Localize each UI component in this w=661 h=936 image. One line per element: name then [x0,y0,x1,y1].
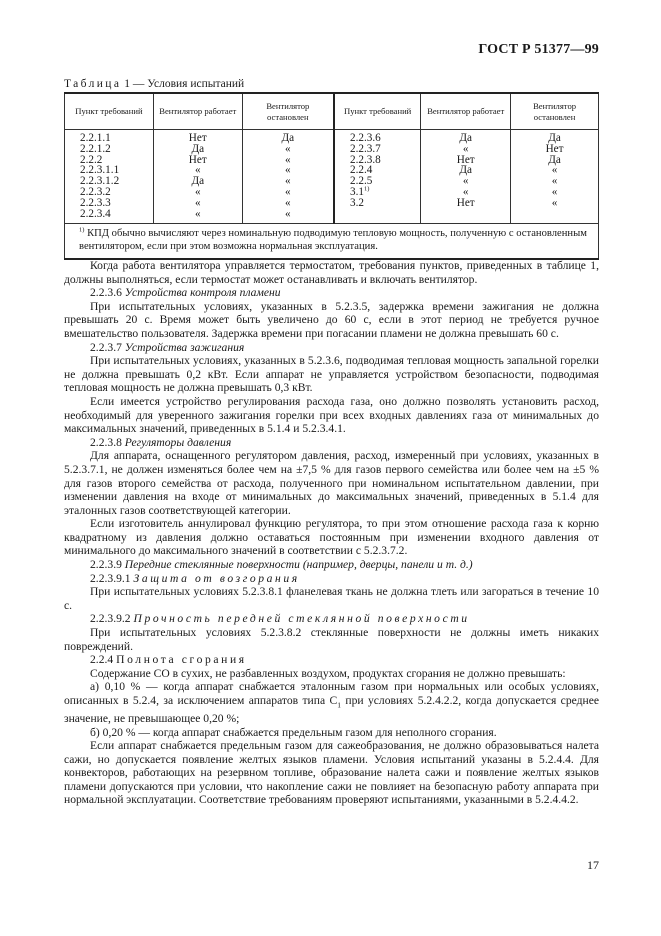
footnote-mark: 1) [79,226,85,234]
paragraph: При испытательных условиях, указанных в 5.2.3.5, задержка времени зажигания не должна превышать 20 с. Время может быть увеличено до 60 с, если в этот период не требуется ручное вмешательство пользователя. Задержка времени при погасании пламени не должна превышать 60 с. [64,299,599,340]
paragraph: Если имеется устройство регулирования расхода газа, оно должно позволять установить расход, необходимый для уверенного зажигания горелки при всех входных давлениях газа от минимальных до максимальных значений, приведенных в 5.1.4 и 5.2.3.4.1. [64,394,599,436]
section-title: Регуляторы давления [124,435,232,449]
table-cell: « [462,142,469,155]
table-cell: 2.2.4 [349,164,373,177]
section-heading [64,572,599,586]
table-cell: Нет [456,153,475,166]
section-heading [64,558,599,572]
subscript: 1 [337,700,341,710]
table-cell: « [551,164,558,177]
paragraph: Если изготовитель аннулировал функцию регулятора, то при этом отношение расхода газа к корню квадратному из давления должно оставаться постоянным при изменении входного давления от минимального до максимального значений в соответствии с 5.2.3.7.2. [64,517,599,558]
table-cell: Да [281,132,295,144]
points-column-right [334,130,421,224]
table-cell: 2.2.3.1.1 [80,164,120,177]
header-fan-on-left: Вентилятор работает [153,93,242,130]
fan-on-column-left [153,130,242,224]
section-title: Защита от возгорания [133,571,300,585]
section-heading [64,653,599,667]
table-cell: « [462,175,469,188]
table-footnote [65,224,599,260]
fan-off-column-right [511,130,599,224]
table-cell: « [551,185,558,198]
table-cell: Нет [188,153,207,166]
table-cell: « [194,196,201,209]
paragraph: Содержание СО в сухих, не разбавленных воздухом, продуктах сгорания не должно превышать: [90,666,566,680]
section-heading [64,612,599,626]
table-cell: 2.2.3.2 [80,185,111,198]
table-cell: « [285,153,291,166]
section-title: Устройства зажигания [124,340,245,354]
section-number: 2.2.3.9 [90,558,125,572]
table-cell: 2.2.3.8 [349,153,381,166]
table-cell: « [285,196,291,209]
header-point-left: Пункт требований [65,93,154,130]
table-body-row [65,130,599,224]
table-cell: « [285,207,291,220]
table-cell: Да [548,153,561,166]
header-point-right: Пункт требований [334,93,421,130]
table-cell: « [194,185,201,198]
section-number: 2.2.3.7 [90,340,125,354]
header-fan-off-left: Вентилятор остановлен [242,93,334,130]
table-cell: « [285,185,291,198]
section-heading [64,286,599,300]
list-item-text: при условиях 5.2.4.2.2, когда допускается среднее значение, не превышающее 0,20 %; [64,694,600,725]
paragraph: При испытательных условиях, указанных в 5.2.3.6, подводимая тепловая мощность запальной горелки не должна превышать 0,2 кВт. Если аппарат не управляется устройством безопасности, подводимая тепловая мощность не должна превышать 0,3 кВт. [64,354,599,395]
section-title: Прочность передней стеклянной поверхности [133,612,470,626]
table-cell: « [285,142,291,155]
list-item-text: а) 0,10 % — когда аппарат снабжается эталонным газом при нормальных или особых условиях, описанных в 5.2.4, за исключением аппаратов типа C [64,680,599,707]
points-column-left [65,130,154,224]
section-number: 2.2.3.9.1 [90,571,134,585]
table-cell: 2.2.3.4 [80,207,111,220]
table-cell: « [194,207,201,220]
paragraph: При испытательных условиях 5.2.3.8.2 стеклянные поверхности не должны иметь никаких повреждений. [64,626,599,653]
table-cell: 2.2.3.1.2 [80,175,120,188]
section-title: Устройства контроля пламени [124,286,281,300]
header-fan-off-right: Вентилятор остановлен [511,93,599,130]
list-item [64,680,599,725]
table-cell: « [285,175,291,188]
table-caption-text: 1 — Условия испытаний [121,78,245,90]
table-cell: 2.2.1.2 [80,142,111,155]
table-cell: Нет [188,132,207,144]
table-caption [64,78,244,90]
table-footnote-row [65,224,599,260]
header-fan-on-right: Вентилятор работает [421,93,511,130]
table-cell: 2.2.3.3 [80,196,111,209]
table-caption-label: Таблица [64,78,122,90]
section-heading [64,436,599,450]
table-cell: Да [191,175,205,188]
table-cell: 3.2 [349,196,364,209]
table-cell: 2.2.5 [349,175,373,188]
paragraph: Когда работа вентилятора управляется термостатом, требования пунктов, приведенных в таблице 1, должны выполняться, если термостат может останавливать и включать вентилятор. [64,259,599,286]
conditions-table [64,92,599,260]
table-cell: « [551,196,558,209]
section-heading [64,341,599,355]
table-cell: Нет [456,196,475,209]
table-cell: Да [191,142,205,155]
table-cell: « [462,185,469,198]
section-number: 2.2.3.8 [90,435,125,449]
footnote-mark: 1) [363,185,370,193]
footnote-text: КПД обычно вычисляют через номинальную подводимую тепловую мощность, полученную с остановленным вентилятором, если при этом возможна нормальная эксплуатация. [79,228,587,253]
table-cell: Нет [545,142,564,155]
table-cell: « [194,164,201,177]
paragraph: Если аппарат снабжается предельным газом для сажеобразования, не должно образовываться налета сажи, но допускается появление желтых языков пламени. Условия испытаний указаны в 5.2.4.4. Для конвекторов, работающих на резервном топливе, образование налета сажи и появление желтых языков пламени допускаются при условии, что накопление сажи не повлияет на безопасную работу аппарата при нормальной эксплуатации. Соответствие требованиям проверяют испытаниями, указанными в 5.2.4.4.2. [64,739,599,807]
paragraph: Для аппарата, оснащенного регулятором давления, расход, измеренный при условиях, указанных в 5.2.3.7.1, не должен изменяться более чем на ±7,5 % для газов первого семейства или более чем на ±5 % для газов второго семейства от расхода, полученного при номинальном испытательном давлении, при изменении давления на входе от минимальных до максимальных значений, приведенных в 5.1.4 для эталонных газов соответствующей категории. [64,449,599,517]
table-cell: Да [548,132,561,144]
table-cell-text: 3.1 [349,185,364,198]
table-cell: Да [459,132,473,144]
section-number: 2.2.4 [90,653,117,667]
section-title: Передние стеклянные поверхности (например, дверцы, панели и т. д.) [124,558,473,572]
section-number: 2.2.3.6 [90,286,125,300]
table-cell: 2.2.1.1 [80,132,111,144]
body-text [64,259,599,807]
table-cell: 2.2.3.6 [349,132,381,144]
paragraph: При испытательных условиях 5.2.3.8.1 фланелевая ткань не должна тлеть или загораться в течение 10 с. [64,585,599,612]
table-cell: 2.2.3.7 [349,142,381,155]
table-cell: « [551,175,558,188]
table-cell: « [285,164,291,177]
fan-on-column-right [421,130,511,224]
page-number: 17 [587,858,599,872]
section-number: 2.2.3.9.2 [90,612,134,626]
fan-off-column-left [242,130,334,224]
table-cell: 2.2.2 [80,153,103,166]
list-item: б) 0,20 % — когда аппарат снабжается предельным газом для неполного сгорания. [90,725,497,739]
section-title: Полнота сгорания [116,653,247,667]
table-cell: Да [459,164,473,177]
document-id: ГОСТ Р 51377—99 [478,42,599,57]
